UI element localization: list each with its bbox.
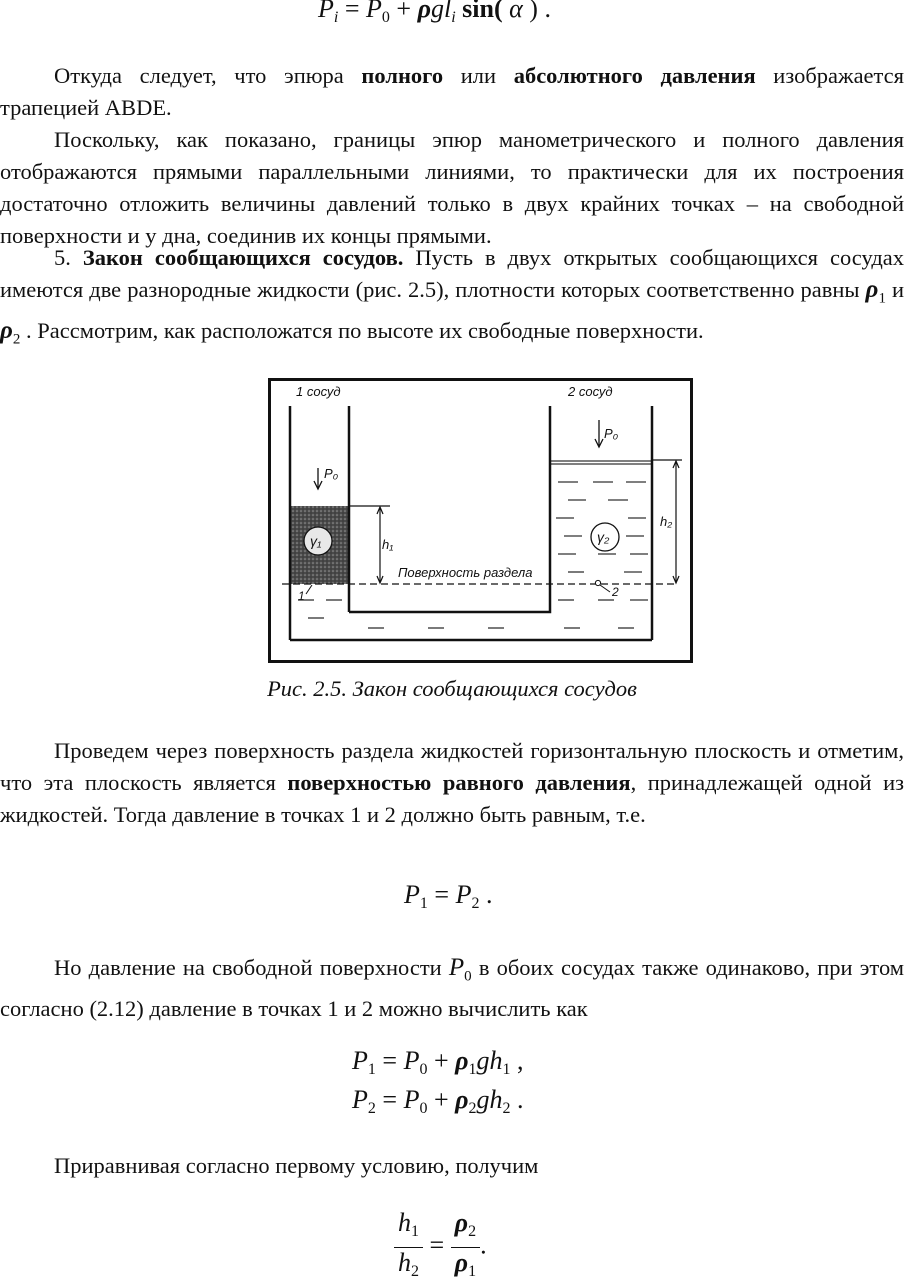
paragraph-epure-boundaries: Поскольку, как показано, границы эпюр манометрического и полного давления отображаются прямыми параллельными линиями, то практически для их построения достаточно отложить величины давлений только в двух крайних точках – на свободной поверхности и у дна, соединив их концы прямыми. <box>0 127 904 248</box>
formula-pressure-inclined <box>318 0 551 27</box>
formula-subscript: 2 <box>471 895 480 912</box>
formula-function: sin( <box>462 0 503 23</box>
formula-p2 <box>352 1085 524 1118</box>
formula-subscript: 1 <box>411 1223 419 1240</box>
formula-symbol: g <box>476 1085 490 1114</box>
fraction-heights <box>394 1208 423 1287</box>
text-run: или <box>443 63 514 88</box>
formula-subscript: 1 <box>367 1061 376 1078</box>
formula-subscript: 2 <box>468 1223 477 1240</box>
formula-symbol: α <box>509 0 523 23</box>
formula-operator: + <box>433 1085 449 1114</box>
formula-punctuation: . <box>480 1230 487 1260</box>
formula-operator: = <box>382 1046 398 1075</box>
formula-p1 <box>352 1046 524 1079</box>
formula-symbol: P <box>352 1085 368 1114</box>
figure-caption: Рис. 2.5. Закон сообщающихся сосудов <box>267 676 637 701</box>
p0-arrows <box>314 420 603 489</box>
formula-punctuation: , <box>510 1046 524 1075</box>
formula-symbol: P <box>403 1046 420 1075</box>
interface-label: Поверхность раздела <box>398 565 533 580</box>
formula-subscript: i <box>451 9 456 26</box>
formula-punctuation: . <box>479 880 493 909</box>
formula-subscript: 2 <box>12 331 21 347</box>
formula-subscript: 1 <box>419 895 428 912</box>
formula-operator: = <box>382 1085 398 1114</box>
paragraph-equating: Приравнивая согласно первому условию, получим <box>54 1153 539 1178</box>
formula-punctuation: ) . <box>529 0 551 23</box>
formula-symbol: P <box>455 880 472 909</box>
formula-subscript: 1 <box>468 1263 477 1280</box>
formula-height-density-ratio <box>394 1208 487 1287</box>
gamma1-label: γ₁ <box>310 533 322 549</box>
formula-punctuation: . <box>510 1085 524 1114</box>
section-number: 5. <box>54 245 83 270</box>
formula-symbol: P <box>352 1046 368 1075</box>
formula-symbol: h <box>489 1046 503 1075</box>
vessel2-label: 2 сосуд <box>568 384 613 399</box>
formula-subscript: 0 <box>381 9 390 26</box>
paragraph-equal-pressure-plane <box>0 735 904 831</box>
formula-symbol: h <box>398 1208 411 1237</box>
formula-symbol: P <box>366 0 382 23</box>
p0-left-label: P₀ <box>324 466 339 481</box>
formula-symbol: ρ <box>455 1046 469 1075</box>
text-run: Но давление на свободной поверхности <box>54 955 449 980</box>
formula-operator: = <box>429 1230 445 1260</box>
formula-symbol: ρ <box>454 1208 469 1237</box>
formula-subscript: 1 <box>878 290 886 307</box>
paragraph-absolute-pressure <box>0 60 904 124</box>
formula-symbol: P <box>404 880 420 909</box>
formula-symbol: h <box>489 1085 503 1114</box>
formula-operator: = <box>344 0 360 23</box>
text-run: Пусть в двух открытых сообщающихся сосудах имеются две разнородные жидкости (рис. 2.5), плотности которых соответственно равны <box>0 245 904 302</box>
fraction-denominator <box>451 1248 480 1287</box>
point1-label: 1 <box>298 589 305 603</box>
point2-marker <box>595 580 600 585</box>
formula-subscript: 2 <box>367 1100 376 1117</box>
section-title: Закон сообщающихся сосудов. <box>82 245 404 270</box>
formula-subscript: 0 <box>419 1061 428 1078</box>
formula-operator: + <box>433 1046 449 1075</box>
formula-subscript: 0 <box>419 1100 428 1117</box>
formula-subscript: 2 <box>502 1100 511 1117</box>
formula-subscript: 1 <box>468 1061 477 1078</box>
gamma2-label: γ₂ <box>597 529 610 545</box>
formula-p1-equals-p2 <box>404 880 492 913</box>
formula-symbol: P <box>318 0 334 23</box>
formula-operator: = <box>434 880 450 909</box>
formula-subscript: 1 <box>502 1061 511 1078</box>
formula-subscript: 0 <box>464 968 472 985</box>
point2-leader <box>600 585 610 592</box>
formula-subscript: 2 <box>468 1100 477 1117</box>
point1-leader <box>306 585 312 594</box>
formula-subscript: 2 <box>411 1263 419 1280</box>
bold-term: полного <box>361 63 444 88</box>
formula-symbol: ρ <box>0 316 13 344</box>
paragraph-communicating-vessels <box>0 242 904 355</box>
figure-communicating-vessels <box>268 378 693 663</box>
formula-symbol: l <box>443 0 452 23</box>
text-run: Проведем через поверхность раздела жидкостей горизонтальную плоскость и отметим, что эта плоскость является <box>0 738 904 795</box>
formula-symbol: P <box>403 1085 420 1114</box>
formula-operator: + <box>396 0 412 23</box>
formula-symbol: h <box>398 1248 411 1277</box>
formula-symbol: g <box>476 1046 490 1075</box>
point2-label: 2 <box>612 585 619 599</box>
formula-symbol: P <box>448 954 465 981</box>
formula-symbol: ρ <box>455 1085 469 1114</box>
vessel1-label: 1 сосуд <box>296 384 341 399</box>
text-run: изображается трапецией ABDE. <box>0 63 904 120</box>
formula-symbol: ρ <box>454 1248 469 1277</box>
fraction-numerator <box>394 1208 423 1248</box>
h1-label: h₁ <box>382 537 394 552</box>
h2-label: h₂ <box>660 514 673 529</box>
formula-symbol: ρ <box>417 0 431 23</box>
text-run: в обоих сосудах также одинаково, при этом согласно (2.12) давление в точках 1 и 2 можно вычислить как <box>0 955 904 1021</box>
fraction-numerator <box>451 1208 480 1248</box>
paragraph-free-surface-pressure <box>0 952 904 1025</box>
bold-term: поверхностью равного давления <box>287 770 631 795</box>
formula-symbol: ρ <box>865 276 879 303</box>
fraction-densities <box>451 1208 480 1287</box>
fraction-denominator <box>394 1248 423 1287</box>
text-run: . Рассмотрим, как расположатся по высоте их свободные поверхности. <box>20 317 704 343</box>
text-run: и <box>885 277 904 302</box>
p0-right-label: P₀ <box>604 426 619 441</box>
text-run: Откуда следует, что эпюра <box>54 63 362 88</box>
text-run: , принадлежащей одной из жидкостей. Тогда давление в точках 1 и 2 должно быть равным, т.е. <box>0 770 904 827</box>
formula-symbol: g <box>430 0 444 23</box>
formula-subscript: i <box>333 9 339 26</box>
bold-term: абсолютного давления <box>513 63 756 88</box>
